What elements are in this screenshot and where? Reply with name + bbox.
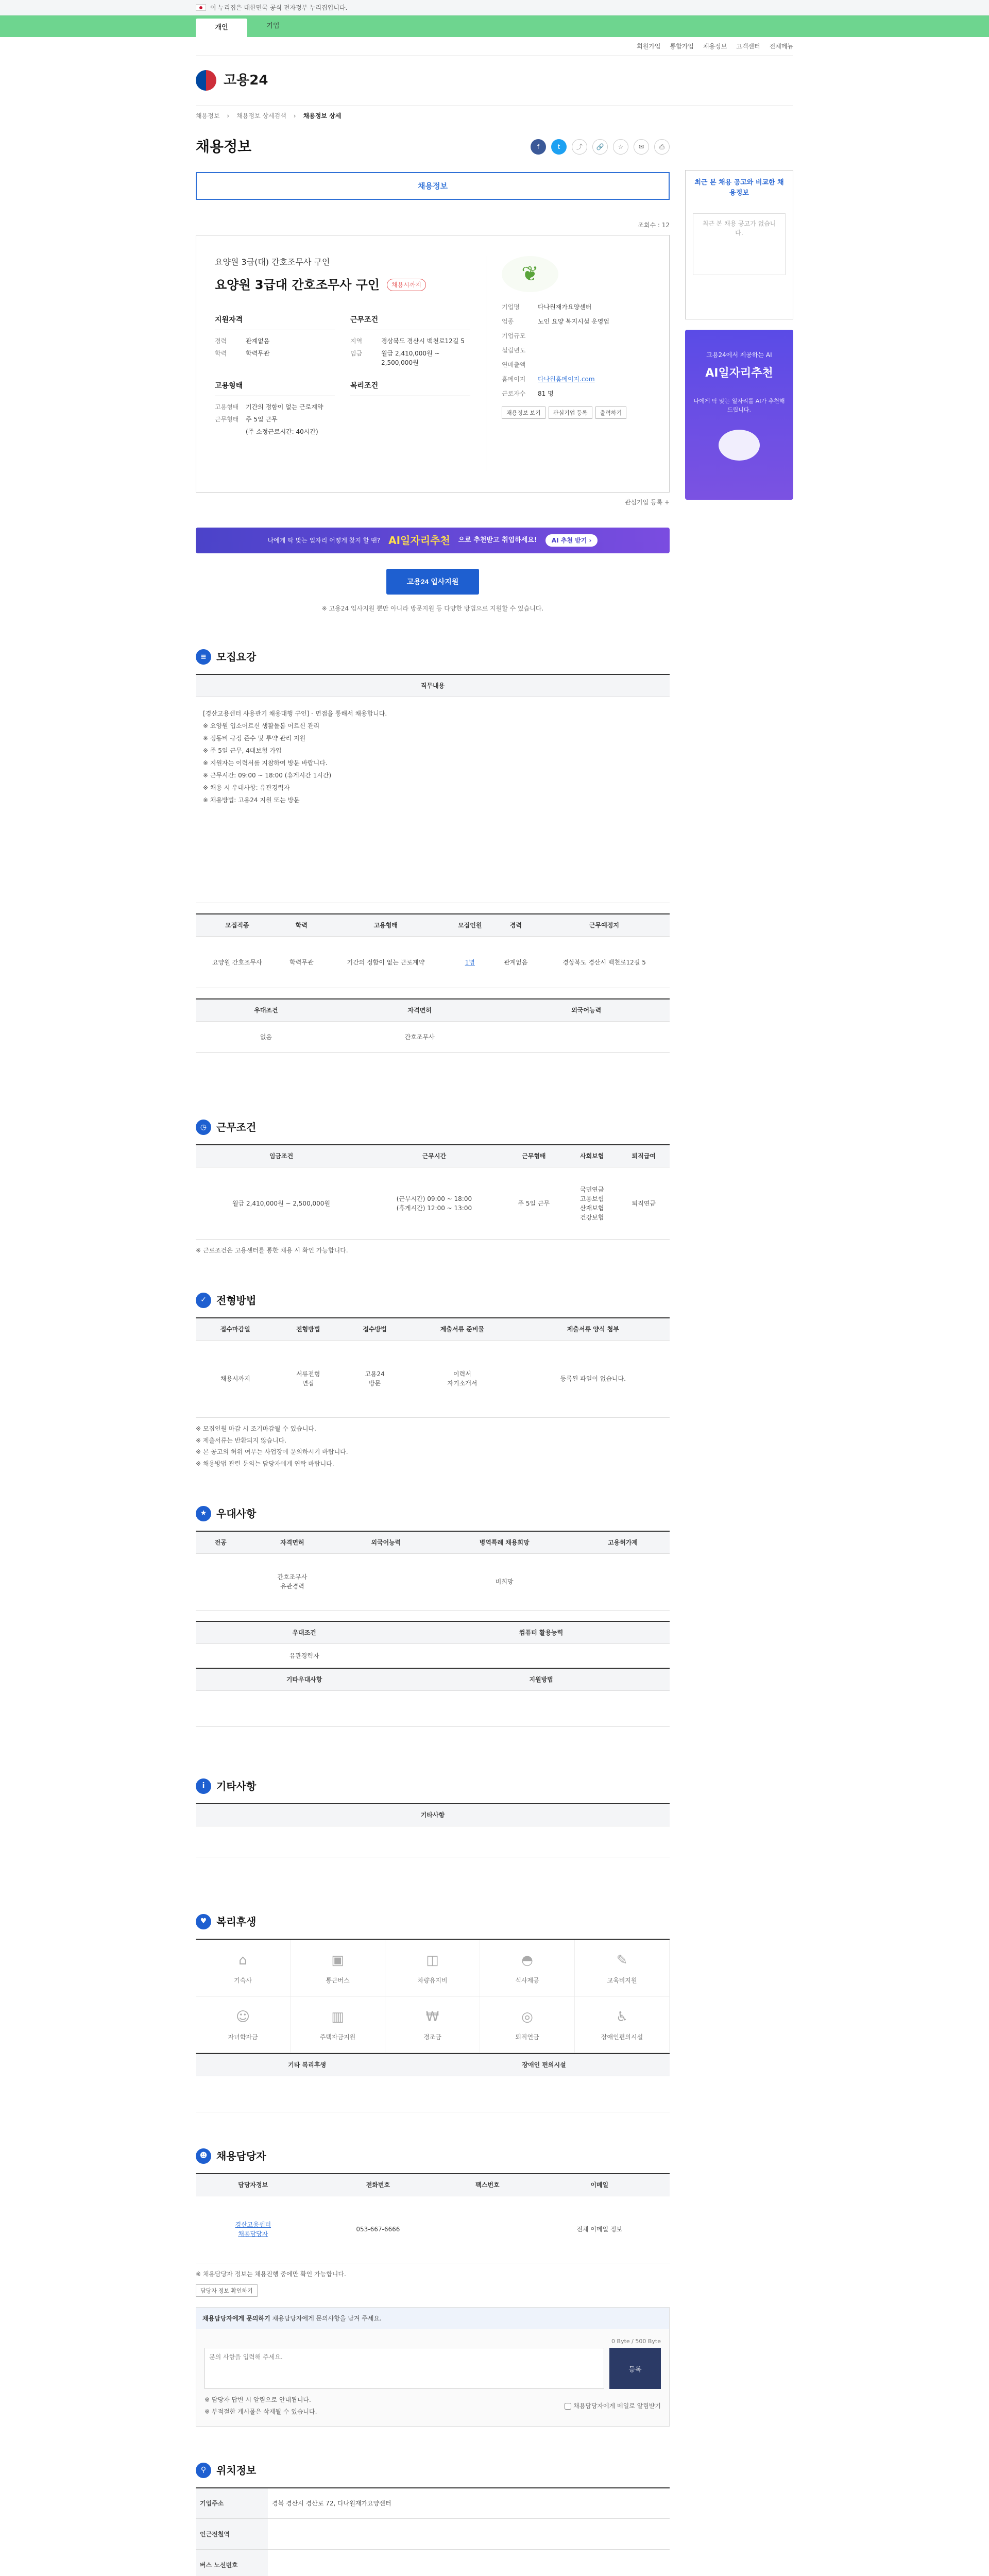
building-icon: ▥ <box>331 2009 344 2025</box>
box-title: 근무조건 <box>350 315 470 330</box>
table-header: 사회보험 <box>566 1145 618 1167</box>
table-cell: 국민연금 고용보험 산재보험 건강보험 <box>566 1167 618 1240</box>
table-header: 학력 <box>279 914 325 937</box>
table-cell <box>413 1643 670 1668</box>
company-info <box>486 256 651 471</box>
conditions-table <box>196 1144 670 1240</box>
table-header: 고용형태 <box>325 914 447 937</box>
section-title: 기타사항 <box>216 1780 257 1792</box>
view-count: 조회수 : 12 <box>638 222 670 229</box>
table-cell <box>418 2076 670 2112</box>
table-header: 외국어능력 <box>503 999 670 1022</box>
top-tabs <box>0 15 989 37</box>
contact-info-button[interactable]: 담당자 정보 확인하기 <box>196 2284 258 2297</box>
meal-icon: ◓ <box>521 1952 533 1968</box>
wheelchair-icon: ♿ <box>616 2009 628 2025</box>
table-cell: 고용24 방문 <box>342 1340 408 1417</box>
breadcrumb-item[interactable]: 채용정보 상세검색 <box>236 112 286 120</box>
job-title: 요양원 3급대 간호조무사 구인 <box>215 278 380 292</box>
banner-text: 으로 추천받고 취업하세요! <box>458 536 537 545</box>
homepage-link[interactable]: 다나원홈페이지.com <box>538 376 595 383</box>
recent-jobs-box <box>685 170 793 319</box>
ad-title: AI일자리추천 <box>705 367 773 380</box>
education-icon: ✎ <box>616 1952 628 1968</box>
gov-banner-text: 이 누리집은 대한민국 공식 전자정부 누리집입니다. <box>210 4 348 11</box>
banner-text: 나에게 딱 맞는 일자리 어떻게 찾지 할 땐? <box>267 537 381 544</box>
kv-key: 설립년도 <box>502 347 526 354</box>
section-note: ※ 채용방법 관련 문의는 담당자에게 연락 바랍니다. <box>196 1460 334 1468</box>
facebook-icon[interactable]: f <box>531 139 546 155</box>
mail-icon[interactable]: ✉ <box>634 139 649 155</box>
deadline-badge: 채용시까지 <box>387 279 426 291</box>
section-title: 채용담당자 <box>216 2149 266 2162</box>
money-icon: ₩ <box>425 2009 439 2025</box>
table-header: 임금조건 <box>196 1145 367 1167</box>
kv-value: 81 명 <box>538 390 554 397</box>
table-header: 접수마감일 <box>196 1318 275 1341</box>
tab-personal[interactable]: 개인 <box>196 19 247 37</box>
document-icon: ≡ <box>196 649 211 665</box>
table-cell <box>339 1553 433 1610</box>
table-cell: 경상북도 경산시 백천로12길 5 <box>539 937 670 988</box>
table-header: 컴퓨터 활용능력 <box>413 1621 670 1644</box>
twitter-icon[interactable]: t <box>551 139 567 155</box>
logo-icon[interactable] <box>196 70 216 91</box>
table-cell: 요양원 간호조무사 <box>196 937 279 988</box>
print-button[interactable]: 출력하기 <box>595 406 627 419</box>
util-link[interactable]: 회원가입 <box>637 42 661 50</box>
table-header: 전화번호 <box>311 2174 446 2196</box>
kv-value: 다나원재가요양센터 <box>538 303 592 311</box>
table-cell: 비희망 <box>433 1553 576 1610</box>
table-header: 기타우대사항 <box>196 1668 413 1691</box>
section-note: ※ 본 공고의 허위 여부는 사업장에 문의하시기 바랍니다. <box>196 1448 348 1456</box>
share-icon[interactable]: ⤴ <box>572 139 587 155</box>
company-logo-icon: ❦ <box>502 256 558 292</box>
main-content <box>196 136 670 2576</box>
table-header: 기타 복리후생 <box>196 2054 418 2076</box>
table-cell: 이력서 자기소개서 <box>408 1340 516 1417</box>
table-cell: 월급 2,410,000원 ~ 2,500,000원 <box>196 1167 367 1240</box>
welfare-item: ⌂ 기숙사 <box>196 1940 291 1996</box>
table-header: 병역특례 채용희망 <box>433 1531 576 1554</box>
tab-job-info[interactable]: 채용정보 <box>196 172 670 199</box>
table-cell: 간호조무사 유관경력 <box>245 1553 339 1610</box>
preferences-table <box>196 1531 670 1611</box>
table-cell: 채용시까지 <box>196 1340 275 1417</box>
table-header: 자격면허 <box>245 1531 339 1554</box>
kv-value: 학력무관 <box>246 350 270 357</box>
section-location <box>196 2463 670 2576</box>
sidebar-hint: 최근 본 채용 공고가 없습니다. <box>693 213 786 275</box>
kv-key: 기업명 <box>502 303 520 311</box>
preference-table <box>196 998 670 1053</box>
inquiry-input[interactable] <box>204 2348 604 2389</box>
gift-icon: ♥ <box>196 1914 211 1929</box>
welfare-item: ✎ 교육비지원 <box>575 1940 670 1996</box>
banner-button[interactable]: AI 추천 받기 › <box>545 534 598 547</box>
table-header: 접수방법 <box>342 1318 408 1341</box>
bookmark-icon[interactable]: ☆ <box>613 139 628 155</box>
welfare-item: ♿ 장애인편의시설 <box>575 1996 670 2053</box>
byte-counter: 0 Byte / 500 Byte <box>611 2337 661 2345</box>
sidebar-title: 최근 본 채용 공고와 비교한 채용정보 <box>694 179 784 197</box>
util-link[interactable]: 채용정보 <box>703 42 727 50</box>
util-menu <box>196 37 793 56</box>
section-welfare <box>196 1914 670 2112</box>
welfare-grid <box>196 1939 670 2053</box>
ad-text: 고용24에서 제공하는 AI <box>706 351 772 359</box>
table-header: 지원방법 <box>413 1668 670 1691</box>
welfare-item: ▣ 통근버스 <box>291 1940 385 1996</box>
tab-company[interactable]: 기업 <box>266 22 280 30</box>
logo[interactable]: 고용24 <box>224 72 268 88</box>
section-recruit <box>196 649 670 1053</box>
table-header: 기업주소 <box>196 2488 268 2519</box>
table-header: 팩스번호 <box>446 2174 529 2196</box>
table-cell <box>268 2550 670 2576</box>
checkbox-label: 채용담당자에게 메일로 알림받기 <box>573 2402 661 2410</box>
kv-value: 노인 요양 복지시설 운영업 <box>538 318 609 325</box>
job-company: 요양원 3급(대) 간호조무사 구인 <box>215 257 330 267</box>
table-cell <box>268 2519 670 2550</box>
table-cell: 관계없음 <box>493 937 539 988</box>
section-preferences <box>196 1506 670 1727</box>
checkbox[interactable] <box>565 2403 571 2410</box>
table-cell: 전체 이메일 정보 <box>529 2196 670 2263</box>
box-title: 지원자격 <box>215 315 335 330</box>
header <box>196 56 793 105</box>
kv-key: 지역 <box>350 337 363 345</box>
kv-value: 주 5일 근무 <box>246 416 278 423</box>
table-header: 담당자정보 <box>196 2174 311 2196</box>
section-note: ※ 부적절한 게시물은 삭제될 수 있습니다. <box>204 2408 317 2416</box>
scrap-link[interactable]: 관심기업 등록 + <box>624 499 670 506</box>
job-desc: [경산고용센터 사용관기 채용대행 구인] - 면접을 통해서 채용합니다. ※ 요양원 입소어르신 생활돌봄 어르신 관리 ※ 정동비 규정 준수 및 투약 관리 지원 ※ 주 5일 근무, 4대보험 가입 ※ 지원자는 이력서를 지참하여 방문 바랍니다. ※ 근무시간: 09:00 ~ 18:00 (휴게시간 1시간) ※ 채용 시 우대사항: 유관경력자 ※ 채용방법: 고용24 지원 또는 방문 <box>196 697 670 903</box>
section-note: ※ 제출서류는 반환되지 않습니다. <box>196 1436 287 1444</box>
box-title: 복리조건 <box>350 381 470 396</box>
table-header: 장애인 편의시설 <box>418 2054 670 2076</box>
table-cell <box>503 1022 670 1053</box>
table-header: 직무내용 <box>196 674 670 697</box>
table-cell[interactable]: 경산고용센터 채용담당자 <box>196 2196 311 2263</box>
util-link[interactable]: 고객센터 <box>736 42 760 50</box>
table-header: 기타사항 <box>196 1804 670 1826</box>
section-etc <box>196 1778 670 1857</box>
robot-icon <box>719 430 760 461</box>
table-cell <box>196 2076 418 2112</box>
table-cell: 퇴직연금 <box>618 1167 670 1240</box>
table-header: 인근전철역 <box>196 2519 268 2550</box>
kv-key: 업종 <box>502 318 514 325</box>
section-title: 근무조건 <box>216 1121 257 1133</box>
table-cell: 053-667-6666 <box>311 2196 446 2263</box>
table-cell: 유관경력자 <box>196 1643 413 1668</box>
child-icon: ☺ <box>235 2009 250 2025</box>
breadcrumb-item[interactable]: 채용정보 <box>196 112 220 120</box>
table-header: 제출서류 양식 첨부 <box>516 1318 670 1341</box>
table-cell[interactable]: 1명 <box>447 937 493 988</box>
kv-key: 경력 <box>215 337 227 345</box>
table-cell <box>413 1690 670 1726</box>
kv-key: 학력 <box>215 350 227 357</box>
util-link[interactable]: 전체메뉴 <box>769 42 793 50</box>
table-cell: 경북 경산시 경산로 72, 다나원재가요양센터 <box>268 2488 670 2519</box>
box-title: 고용형태 <box>215 381 335 396</box>
kv-key: 근로자수 <box>502 390 526 397</box>
table-cell: 주 5일 근무 <box>502 1167 566 1240</box>
recruit-table <box>196 913 670 988</box>
kv-key: 고용형태 <box>215 403 239 411</box>
section-title: 우대사항 <box>216 1507 257 1520</box>
star-icon: ★ <box>196 1506 211 1521</box>
table-header: 고용허가제 <box>576 1531 670 1554</box>
table-header: 제출서류 준비물 <box>408 1318 516 1341</box>
employment-type-box <box>215 381 335 439</box>
kv-note: (주 소정근로시간: 40시간) <box>246 428 318 435</box>
house-icon: ⌂ <box>238 1952 247 1968</box>
section-selection <box>196 1293 670 1470</box>
kv-key: 연매출액 <box>502 361 526 368</box>
gov-banner <box>0 0 989 15</box>
table-header: 이메일 <box>529 2174 670 2196</box>
contact-table <box>196 2173 670 2263</box>
condition-box <box>350 315 470 370</box>
table-cell: 기간의 정함이 없는 근로계약 <box>325 937 447 988</box>
ad-text: 나에게 딱 맞는 일자리를 AI가 추천해 드립니다. <box>693 398 785 413</box>
inquiry-submit-button[interactable]: 등록 <box>609 2348 661 2389</box>
table-header: 자격면허 <box>336 999 503 1022</box>
sidebar <box>685 170 793 500</box>
job-summary <box>196 235 670 493</box>
util-link[interactable]: 통합가입 <box>670 42 694 50</box>
inquiry-subtitle: 채용담당자에게 문의사항을 남겨 주세요. <box>272 2314 382 2322</box>
table-cell <box>196 1690 413 1726</box>
table-cell: 간호조무사 <box>336 1022 503 1053</box>
pin-icon: ⚲ <box>196 2463 211 2478</box>
view-jobs-button[interactable]: 채용정보 보기 <box>502 406 545 419</box>
table-cell <box>196 1553 245 1610</box>
kv-key: 임금 <box>350 350 363 357</box>
table-header: 우대조건 <box>196 1621 413 1644</box>
section-note: ※ 근로조건은 고용센터를 통한 채용 시 확인 가능합니다. <box>196 1247 348 1254</box>
job-desc-table <box>196 674 670 903</box>
table-header: 버스 노선번호 <box>196 2550 268 2576</box>
table-cell: 학력무관 <box>279 937 325 988</box>
etc-table <box>196 1803 670 1857</box>
section-note: ※ 모집인원 마감 시 조기마감될 수 있습니다. <box>196 1425 316 1432</box>
table-cell <box>196 1826 670 1857</box>
kv-key: 홈페이지 <box>502 376 526 383</box>
table-header: 우대조건 <box>196 999 336 1022</box>
kv-value: 관계없음 <box>246 337 270 345</box>
location-table <box>196 2487 670 2576</box>
table-cell: (근무시간) 09:00 ~ 18:00 (휴게시간) 12:00 ~ 13:00 <box>367 1167 502 1240</box>
kv-value: 경상북도 경산시 백천로12길 5 <box>381 337 465 345</box>
bus-icon: ▣ <box>331 1952 344 1968</box>
favorite-company-button[interactable]: 관심기업 등록 <box>549 406 592 419</box>
person-icon: ☻ <box>196 2148 211 2164</box>
print-icon[interactable]: ⎙ <box>654 139 670 155</box>
page-title: 채용정보 <box>196 138 252 155</box>
table-header: 근무예정지 <box>539 914 670 937</box>
welfare-item: ₩ 경조금 <box>385 1996 480 2053</box>
table-header: 외국어능력 <box>339 1531 433 1554</box>
welfare-item: ◎ 퇴직연금 <box>480 1996 575 2053</box>
section-conditions <box>196 1120 670 1257</box>
table-header: 근무형태 <box>502 1145 566 1167</box>
kv-key: 근무형태 <box>215 416 239 423</box>
link-icon[interactable]: 🔗 <box>592 139 608 155</box>
breadcrumb: 채용정보 › 채용정보 상세검색 › 채용정보 상세 <box>196 105 793 126</box>
welfare-item: ▥ 주택자금지원 <box>291 1996 385 2053</box>
breadcrumb-current: 채용정보 상세 <box>303 112 342 120</box>
table-header: 경력 <box>493 914 539 937</box>
table-header: 모집인원 <box>447 914 493 937</box>
preferences-table-2 <box>196 1621 670 1727</box>
section-title: 위치정보 <box>216 2464 257 2477</box>
page-wrap <box>196 37 793 2576</box>
table-cell: 등록된 파일이 없습니다. <box>516 1340 670 1417</box>
clock-icon: ◷ <box>196 1120 211 1135</box>
ai-banner[interactable] <box>196 528 670 553</box>
check-icon: ✓ <box>196 1293 211 1308</box>
table-header: 전공 <box>196 1531 245 1554</box>
ai-recommend-ad[interactable] <box>685 330 793 500</box>
info-icon: i <box>196 1778 211 1794</box>
kv-key: 기업규모 <box>502 332 526 340</box>
apply-note: ※ 고용24 입사지원 뿐만 아니라 방문지원 등 다양한 방법으로 지원할 수 있습니다. <box>321 605 544 612</box>
section-title: 모집요강 <box>216 651 257 663</box>
share-tools <box>531 139 670 155</box>
banner-title: AI일자리추천 <box>388 534 450 547</box>
section-contact <box>196 2148 670 2427</box>
section-title: 전형방법 <box>216 1294 257 1307</box>
kv-value: 기간의 정함이 없는 근로계약 <box>246 403 323 411</box>
table-header: 퇴직급여 <box>618 1145 670 1167</box>
selection-table <box>196 1317 670 1418</box>
apply-button[interactable]: 고용24 입사지원 <box>386 569 479 595</box>
pension-icon: ◎ <box>521 2009 533 2025</box>
section-note: ※ 담당자 답변 시 알림으로 안내됩니다. <box>204 2396 311 2404</box>
welfare-item: ◫ 차량유지비 <box>385 1940 480 1996</box>
welfare-box <box>350 381 470 439</box>
table-cell <box>446 2196 529 2263</box>
welfare-table <box>196 2053 670 2112</box>
table-header: 근무시간 <box>367 1145 502 1167</box>
table-cell: 없음 <box>196 1022 336 1053</box>
kv-value: 월급 2,410,000원 ~ 2,500,000원 <box>381 350 440 366</box>
section-note: ※ 채용담당자 정보는 채용진행 중에만 확인 가능합니다. <box>196 2270 346 2278</box>
table-header: 모집직종 <box>196 914 279 937</box>
welfare-item: ☺ 자녀학자금 <box>196 1996 291 2053</box>
inquiry-box <box>196 2307 670 2427</box>
section-title: 복리후생 <box>216 1915 257 1928</box>
qualification-box <box>215 315 335 370</box>
mail-alert-checkbox[interactable] <box>565 2400 661 2412</box>
car-icon: ◫ <box>426 1952 439 1968</box>
table-cell: 서류전형 면접 <box>275 1340 341 1417</box>
welfare-item: ◓ 식사제공 <box>480 1940 575 1996</box>
inquiry-title: 채용담당자에게 문의하기 <box>202 2314 270 2322</box>
flag-icon <box>196 4 206 11</box>
table-header: 전형방법 <box>275 1318 341 1341</box>
table-cell <box>576 1553 670 1610</box>
